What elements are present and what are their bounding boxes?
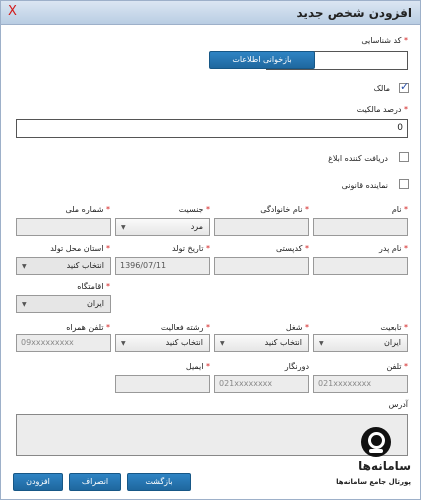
nationality-value: ایران bbox=[384, 338, 401, 347]
residence-label: * اقامتگاه bbox=[77, 282, 110, 291]
national-number-label: * شماره ملی bbox=[65, 205, 110, 214]
address-label: آدرس bbox=[388, 400, 408, 409]
ownership-percent-input[interactable]: 0 bbox=[16, 119, 408, 138]
legal-representative-label: نماینده قانونی bbox=[341, 181, 388, 190]
national-number-input[interactable] bbox=[16, 218, 111, 236]
activity-select[interactable] bbox=[115, 334, 210, 352]
chevron-down-icon: ▼ bbox=[22, 301, 27, 308]
email-label: * ایمیل bbox=[185, 362, 210, 371]
gender-label: * جنسیت bbox=[178, 205, 210, 214]
phone-input[interactable]: 021xxxxxxxx bbox=[313, 375, 408, 393]
chevron-down-icon: ▼ bbox=[121, 224, 126, 231]
mobile-label: * تلفن همراه bbox=[66, 323, 110, 332]
chevron-down-icon: ▼ bbox=[22, 263, 27, 270]
activity-value: انتخاب کنید bbox=[165, 338, 203, 347]
job-select[interactable] bbox=[214, 334, 309, 352]
nationality-select[interactable] bbox=[313, 334, 408, 352]
activity-label: * رشته فعالیت bbox=[160, 323, 210, 332]
gender-value: مرد bbox=[190, 222, 203, 231]
gender-select[interactable] bbox=[115, 218, 210, 236]
notice-receiver-label: دریافت کننده ابلاغ bbox=[328, 154, 388, 163]
magnifier-user-icon bbox=[361, 427, 391, 457]
owner-checkbox[interactable] bbox=[399, 83, 409, 93]
birth-date-input[interactable]: 1396/07/11 bbox=[115, 257, 210, 275]
add-button[interactable]: افزودن bbox=[13, 473, 63, 491]
close-icon[interactable]: X bbox=[8, 4, 17, 19]
dialog-title: افزودن شخص جدید bbox=[296, 6, 412, 20]
residence-select[interactable] bbox=[16, 295, 111, 313]
first-name-input[interactable] bbox=[313, 218, 408, 236]
legal-representative-checkbox[interactable] bbox=[399, 179, 409, 189]
mobile-input[interactable]: 09xxxxxxxxx bbox=[16, 334, 111, 352]
fetch-info-button[interactable]: بازخوانی اطلاعات bbox=[209, 51, 315, 69]
nationality-label: * تابعیت bbox=[380, 323, 408, 332]
last-name-input[interactable] bbox=[214, 218, 309, 236]
birth-province-value: انتخاب کنید bbox=[66, 261, 104, 270]
birth-province-select[interactable] bbox=[16, 257, 111, 275]
residence-value: ایران bbox=[87, 299, 104, 308]
notice-receiver-checkbox[interactable] bbox=[399, 152, 409, 162]
fax-label: دورنگار bbox=[284, 362, 309, 371]
chevron-down-icon: ▼ bbox=[220, 340, 225, 347]
birth-date-label: * تاریخ تولد bbox=[171, 244, 210, 253]
logo-name: سامانه‌ها bbox=[358, 459, 411, 473]
chevron-down-icon: ▼ bbox=[319, 340, 324, 347]
phone-label: * تلفن bbox=[386, 362, 408, 371]
job-value: انتخاب کنید bbox=[264, 338, 302, 347]
job-label: * شغل bbox=[285, 323, 309, 332]
chevron-down-icon: ▼ bbox=[121, 340, 126, 347]
logo-tagline: پورتال جامع سامانه‌ها bbox=[336, 478, 411, 486]
back-button[interactable]: بازگشت bbox=[127, 473, 191, 491]
father-name-label: * نام پدر bbox=[379, 244, 408, 253]
father-name-input[interactable] bbox=[313, 257, 408, 275]
first-name-label: * نام bbox=[391, 205, 408, 214]
id-number-label: * کدپستی bbox=[276, 244, 309, 253]
email-input[interactable] bbox=[115, 375, 210, 393]
fax-input[interactable]: 021xxxxxxxx bbox=[214, 375, 309, 393]
birth-province-label: * استان محل تولد bbox=[50, 244, 110, 253]
cancel-button[interactable]: انصراف bbox=[69, 473, 121, 491]
dialog-titlebar bbox=[1, 1, 420, 25]
owner-label: مالک bbox=[373, 84, 390, 93]
samaneha-logo bbox=[335, 425, 415, 495]
last-name-label: * نام خانوادگی bbox=[260, 205, 309, 214]
id-number-input[interactable] bbox=[214, 257, 309, 275]
national-code-label: * کد شناسایی bbox=[361, 36, 408, 45]
ownership-percent-label: * درصد مالکیت bbox=[356, 105, 408, 114]
